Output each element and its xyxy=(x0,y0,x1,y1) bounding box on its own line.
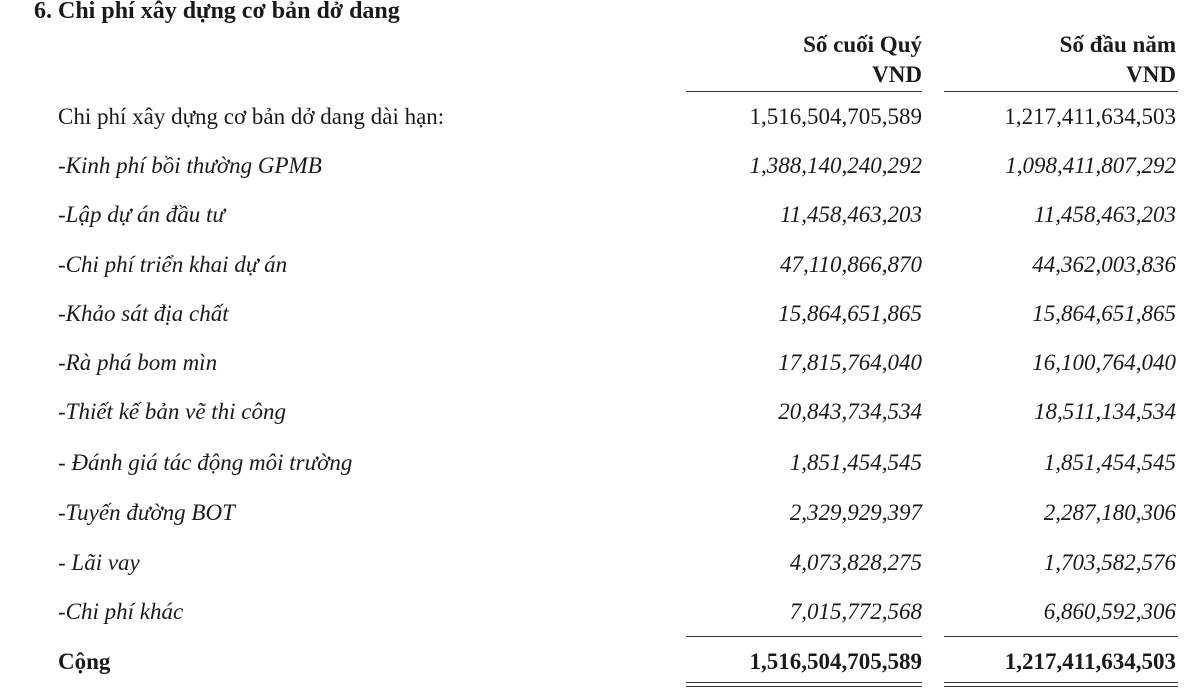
table-row xyxy=(0,543,1200,583)
column-header-end-of-quarter xyxy=(803,30,922,90)
value-beginning-of-year: 1,703,582,576 xyxy=(1043,550,1176,575)
total-overline xyxy=(944,636,1178,637)
row-label: Chi phí xây dựng cơ bản dở dang dài hạn: xyxy=(58,104,445,129)
value-beginning-of-year: 6,860,592,306 xyxy=(1043,599,1176,624)
total-beginning-of-year: 1,217,411,634,503 xyxy=(1004,649,1176,674)
row-label: -Chi phí triển khai dự án xyxy=(58,252,288,277)
row-label: -Chi phí khác xyxy=(58,599,184,624)
row-label: -Kinh phí bồi thường GPMB xyxy=(58,153,322,178)
table-row xyxy=(0,343,1200,383)
table-row xyxy=(0,392,1200,432)
value-beginning-of-year: 44,362,003,836 xyxy=(1032,252,1176,277)
row-label: -Rà phá bom mìn xyxy=(58,350,218,375)
value-end-of-quarter: 20,843,734,534 xyxy=(778,399,922,424)
value-end-of-quarter: 1,851,454,545 xyxy=(789,450,922,475)
column-header-unit: VND xyxy=(1126,62,1176,87)
header-underline xyxy=(686,91,922,92)
row-label: - Đánh giá tác động môi trường xyxy=(58,450,353,475)
value-end-of-quarter: 2,329,929,397 xyxy=(789,500,922,525)
column-header-beginning-of-year xyxy=(1060,30,1176,90)
value-beginning-of-year: 11,458,463,203 xyxy=(1033,202,1176,227)
table-row xyxy=(0,97,1200,137)
value-end-of-quarter: 1,388,140,240,292 xyxy=(749,153,922,178)
table-row xyxy=(0,592,1200,632)
table-row xyxy=(0,195,1200,235)
column-header-label: Số cuối Quý xyxy=(803,32,922,57)
table-row xyxy=(0,443,1200,483)
column-header-label: Số đầu năm xyxy=(1059,32,1176,57)
value-end-of-quarter: 15,864,651,865 xyxy=(778,301,922,326)
total-double-underline xyxy=(686,686,922,687)
header-underline xyxy=(944,91,1178,92)
table-row xyxy=(0,245,1200,285)
value-beginning-of-year: 2,287,180,306 xyxy=(1043,500,1176,525)
table-row xyxy=(0,146,1200,186)
value-end-of-quarter: 4,073,828,275 xyxy=(789,550,922,575)
row-label: -Thiết kế bản vẽ thi công xyxy=(58,399,287,424)
total-double-underline xyxy=(686,682,922,683)
value-end-of-quarter: 17,815,764,040 xyxy=(778,350,922,375)
value-beginning-of-year: 1,217,411,634,503 xyxy=(1004,104,1176,129)
row-label: -Lập dự án đầu tư xyxy=(58,202,225,227)
value-beginning-of-year: 18,511,134,534 xyxy=(1033,399,1176,424)
total-overline xyxy=(686,636,922,637)
section-title: 6. Chi phí xây dựng cơ bản dở dang xyxy=(34,0,400,24)
value-beginning-of-year: 16,100,764,040 xyxy=(1032,350,1176,375)
value-beginning-of-year: 1,851,454,545 xyxy=(1043,450,1176,475)
table-row xyxy=(0,294,1200,334)
total-double-underline xyxy=(944,686,1178,687)
value-end-of-quarter: 47,110,866,870 xyxy=(779,252,922,277)
value-beginning-of-year: 15,864,651,865 xyxy=(1032,301,1176,326)
total-label: Cộng xyxy=(58,649,111,674)
total-row xyxy=(0,642,1200,682)
total-end-of-quarter: 1,516,504,705,589 xyxy=(749,649,922,674)
column-header-unit: VND xyxy=(872,62,922,87)
table-row xyxy=(0,493,1200,533)
total-double-underline xyxy=(944,682,1178,683)
value-end-of-quarter: 1,516,504,705,589 xyxy=(749,104,922,129)
row-label: - Lãi vay xyxy=(58,550,140,575)
value-beginning-of-year: 1,098,411,807,292 xyxy=(1005,153,1176,178)
value-end-of-quarter: 7,015,772,568 xyxy=(789,599,922,624)
row-label: -Khảo sát địa chất xyxy=(58,301,229,326)
row-label: -Tuyến đường BOT xyxy=(58,500,235,525)
value-end-of-quarter: 11,458,463,203 xyxy=(779,202,922,227)
